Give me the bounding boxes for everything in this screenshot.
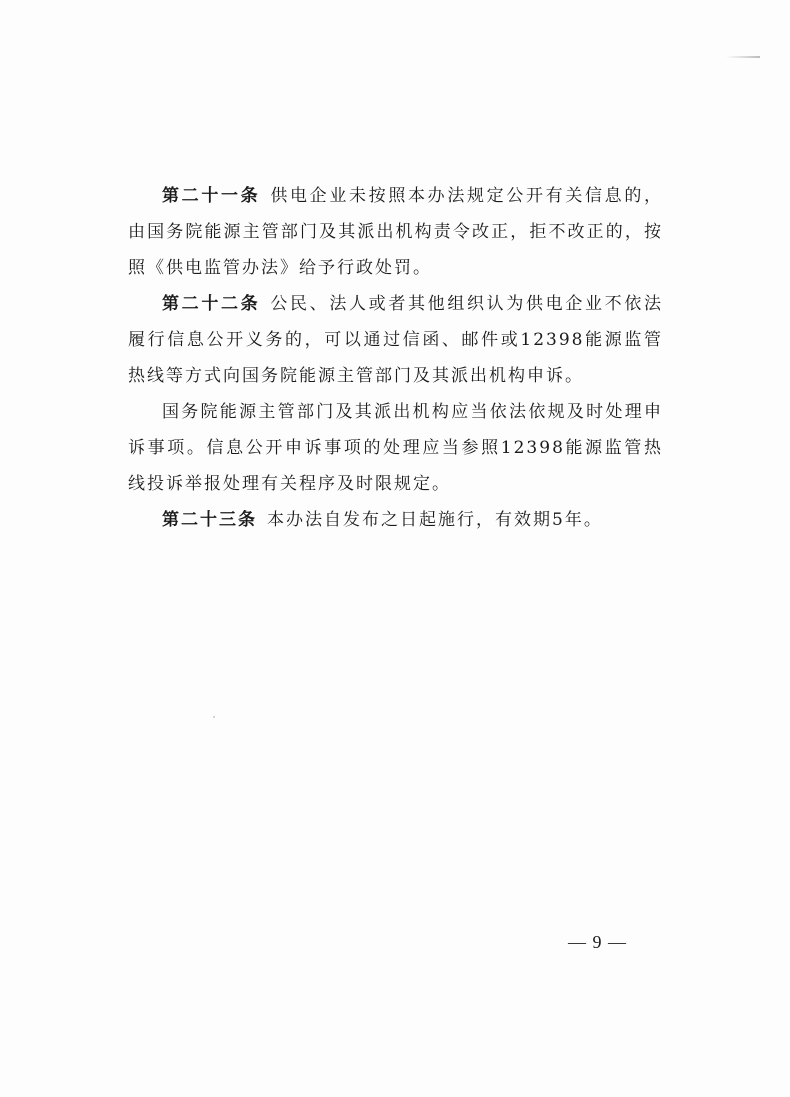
article-23 xyxy=(128,502,663,538)
article-label: 第二十三条 xyxy=(162,510,257,530)
article-text: 国务院能源主管部门及其派出机构应当依法依规及时处理申诉事项。信息公开申诉事项的处理应当参照12398能源监管热线投诉举报处理有关程序及时限规定。 xyxy=(128,402,663,494)
document-body xyxy=(128,178,663,538)
article-22 xyxy=(128,286,663,394)
article-22-paragraph-2 xyxy=(128,394,663,502)
page-number: — 9 — xyxy=(568,932,627,952)
article-21 xyxy=(128,178,663,286)
article-label: 第二十二条 xyxy=(162,294,261,314)
article-text: 本办法自发布之日起施行，有效期5年。 xyxy=(267,510,603,530)
article-text: 供电企业未按照本办法规定公开有关信息的，由国务院能源主管部门及其派出机构责令改正，拒不改正的，按照《供电监管办法》给予行政处罚。 xyxy=(128,186,664,278)
article-text: 公民、法人或者其他组织认为供电企业不依法履行信息公开义务的，可以通过信函、邮件或12398能源监管热线等方式向国务院能源主管部门及其派出机构申诉。 xyxy=(128,294,664,386)
article-label: 第二十一条 xyxy=(162,186,261,206)
scan-speck xyxy=(213,716,215,718)
scan-artifact xyxy=(726,56,760,58)
